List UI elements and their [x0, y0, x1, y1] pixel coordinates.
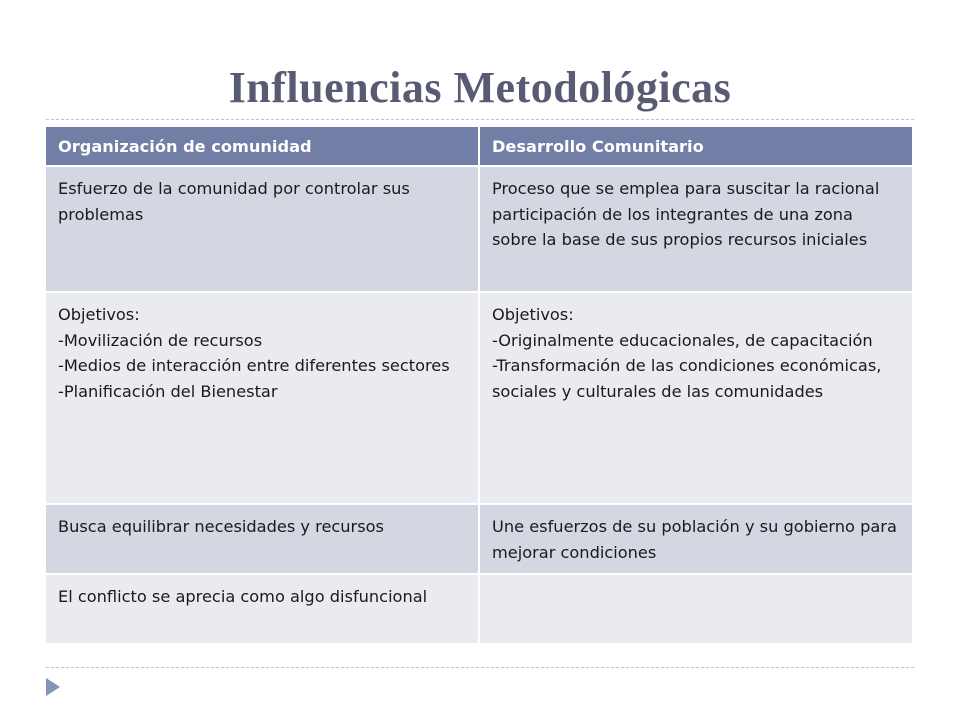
comparison-table — [46, 127, 912, 645]
column-header-organizacion: Organización de comunidad — [46, 127, 479, 166]
page-title: Influencias Metodológicas — [228, 63, 732, 112]
table-cell: Objetivos: -Movilización de recursos -Medios de interacción entre diferentes sectores -Planificación del Bienestar — [46, 292, 479, 504]
table-cell: Busca equilibrar necesidades y recursos — [46, 504, 479, 574]
table-header-row — [46, 127, 912, 166]
title-divider — [46, 119, 914, 120]
table-cell: El conflicto se aprecia como algo disfuncional — [46, 574, 479, 644]
table-row — [46, 574, 912, 644]
column-header-desarrollo: Desarrollo Comunitario — [479, 127, 912, 166]
table-row — [46, 292, 912, 504]
footer-divider — [46, 667, 914, 668]
table-cell: Objetivos: -Originalmente educacionales, de capacitación -Transformación de las condiciones económicas, sociales y culturales de las comunidades — [479, 292, 912, 504]
table-cell: Proceso que se emplea para suscitar la racional participación de los integrantes de una zona sobre la base de sus propios recursos iniciales — [479, 166, 912, 292]
table-cell — [479, 574, 912, 644]
table-row — [46, 504, 912, 574]
table-cell: Esfuerzo de la comunidad por controlar sus problemas — [46, 166, 479, 292]
triangle-bullet-icon — [46, 678, 60, 696]
table-cell: Une esfuerzos de su población y su gobierno para mejorar condiciones — [479, 504, 912, 574]
table-row — [46, 166, 912, 292]
